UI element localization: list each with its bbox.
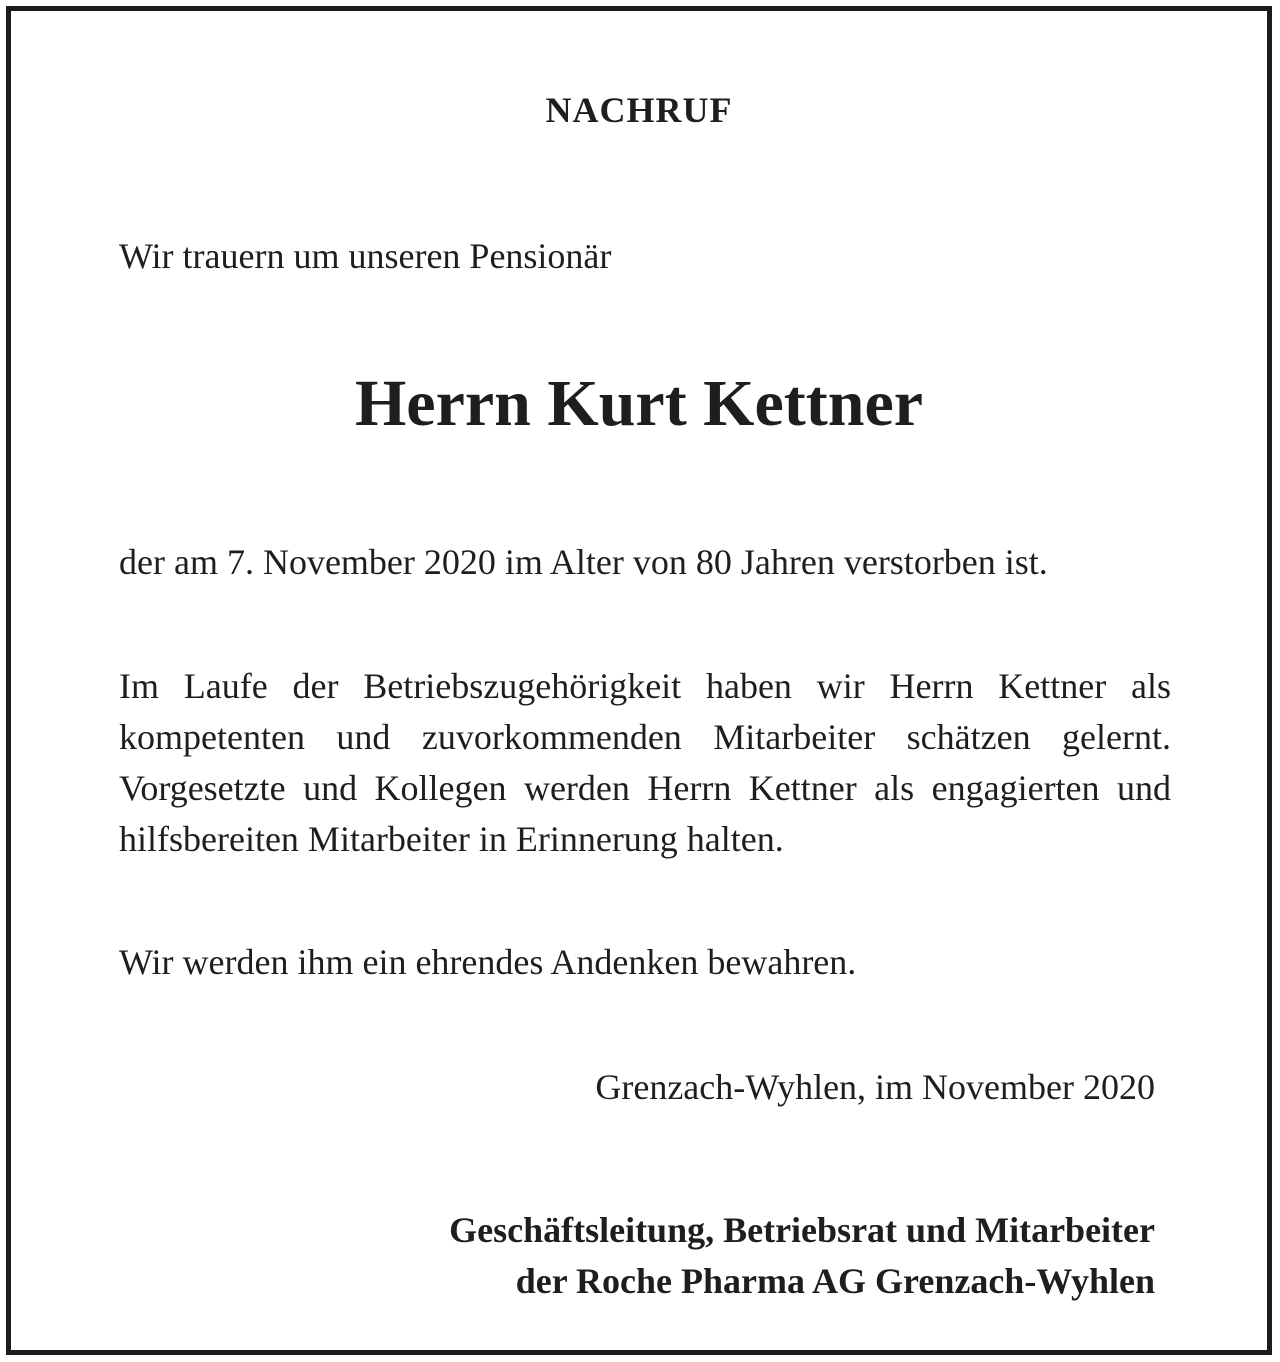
intro-text: Wir trauern um unseren Pensionär [119, 236, 612, 276]
remembrance-text: Wir werden ihm ein ehrendes Andenken bewahren. [119, 942, 857, 982]
place-date: Grenzach-Wyhlen, im November 2020 [595, 1067, 1155, 1107]
tribute-line: Vorgesetzte und Kollegen werden Herrn Kettner als engagierten und [119, 768, 1171, 808]
signature-line: der Roche Pharma AG Grenzach-Wyhlen [515, 1261, 1155, 1301]
signature-block [449, 1205, 1155, 1307]
obituary-heading: NACHRUF [545, 90, 733, 130]
obituary-frame [6, 6, 1272, 1355]
tribute-line: kompetenten und zuvorkommenden Mitarbeiter schätzen gelernt. [119, 717, 1171, 757]
tribute-paragraph [119, 661, 1171, 865]
deceased-name: Herrn Kurt Kettner [354, 367, 924, 440]
death-notice-text: der am 7. November 2020 im Alter von 80 Jahren verstorben ist. [119, 542, 1048, 582]
tribute-line: Im Laufe der Betriebszugehörigkeit haben wir Herrn Kettner als [119, 666, 1171, 706]
signature-line: Geschäftsleitung, Betriebsrat und Mitarbeiter [449, 1210, 1155, 1250]
tribute-line: hilfsbereiten Mitarbeiter in Erinnerung halten. [119, 819, 784, 859]
